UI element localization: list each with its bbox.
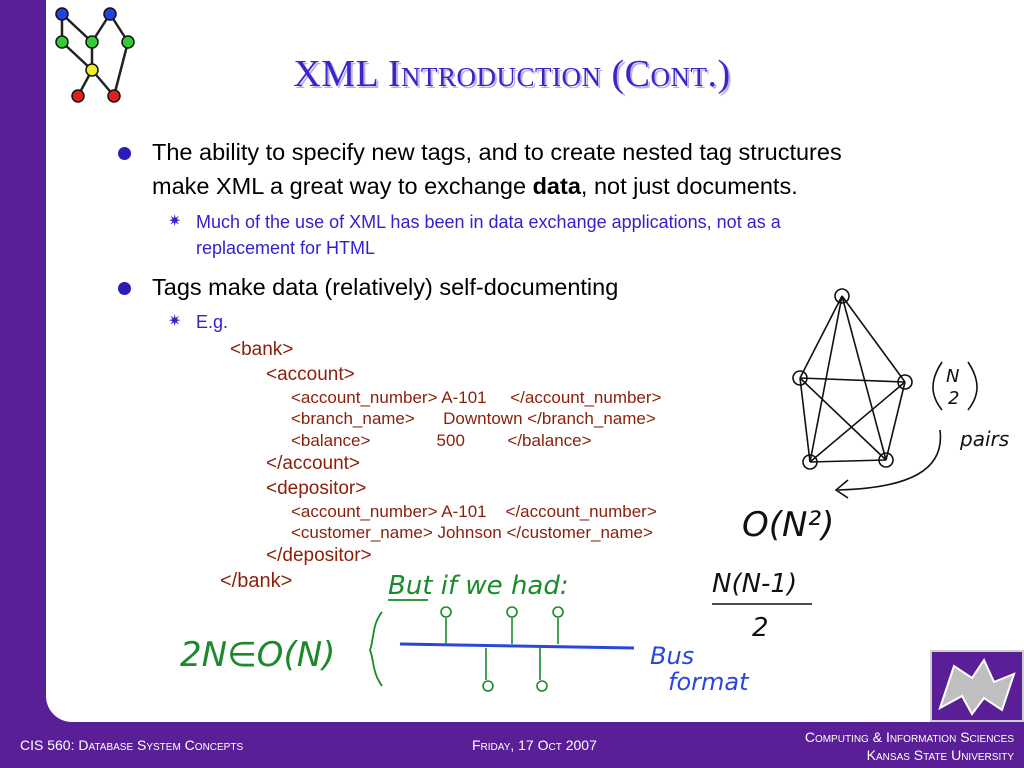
- code-customer-name: <customer_name> Johnson </customer_name>: [291, 523, 653, 542]
- star-bullet-icon: ✷: [168, 213, 182, 230]
- code-bank-close: </bank>: [220, 570, 293, 592]
- code-bank-open: <bank>: [230, 339, 294, 360]
- format-text: format: [668, 668, 749, 696]
- n-choose-bottom-text: 2: [948, 388, 960, 409]
- pairs-text: pairs: [960, 427, 1010, 451]
- footer-dept-line1: Computing & Information Sciences: [804, 729, 1014, 745]
- footer-department: [805, 728, 1014, 764]
- code-account-close: </account>: [266, 453, 361, 474]
- star-bullet-icon: ✷: [168, 313, 182, 330]
- code-depositor-close: </depositor>: [266, 545, 372, 566]
- n-formula-top-text: N(N-1): [712, 569, 798, 599]
- wildcat-icon: [932, 652, 1022, 720]
- slide-title: XML Introduction (Cont.): [293, 53, 731, 95]
- but-if-text: But if we had:: [388, 571, 569, 601]
- kstate-wildcat-logo: [930, 650, 1024, 722]
- code-account-open: <account>: [266, 364, 355, 385]
- bold-data-word: data: [532, 173, 581, 199]
- code-balance: <balance> 500 </balance>: [291, 431, 592, 450]
- sub-bullet-1-line1: Much of the use of XML has been in data exchange applications, not as a: [196, 212, 781, 232]
- n-choose-top-text: N: [946, 366, 960, 387]
- bus-sketch: [400, 644, 634, 648]
- sub-bullet-1-line2: replacement for HTML: [196, 238, 376, 258]
- code-dep-account-number: <account_number> A-101 </account_number>: [291, 502, 657, 521]
- bullet-1-line2: make XML a great way to exchange data, not just documents.: [152, 173, 798, 199]
- n-formula-bottom-text: 2: [752, 613, 769, 643]
- code-depositor-open: <depositor>: [266, 478, 367, 499]
- sub-bullet-2-text: E.g.: [196, 312, 229, 332]
- slide-footer: [0, 722, 1024, 768]
- footer-date: Friday, 17 Oct 2007: [472, 737, 597, 753]
- bus-text: Bus: [650, 642, 695, 670]
- footer-dept-line2: Kansas State University: [866, 747, 1014, 763]
- bullet-1-line1: The ability to specify new tags, and to create nested tag structures: [152, 139, 842, 165]
- big-o-text: O(N²): [742, 505, 835, 545]
- two-n-text: 2N∈O(N): [180, 635, 336, 675]
- bullet-2-text: Tags make data (relatively) self-documenting: [152, 274, 619, 300]
- code-branch-name: <branch_name> Downtown </branch_name>: [291, 409, 656, 428]
- code-account-number: <account_number> A-101 </account_number>: [291, 388, 662, 407]
- footer-course: CIS 560: Database System Concepts: [20, 737, 244, 753]
- complete-graph-sketch: [712, 289, 977, 604]
